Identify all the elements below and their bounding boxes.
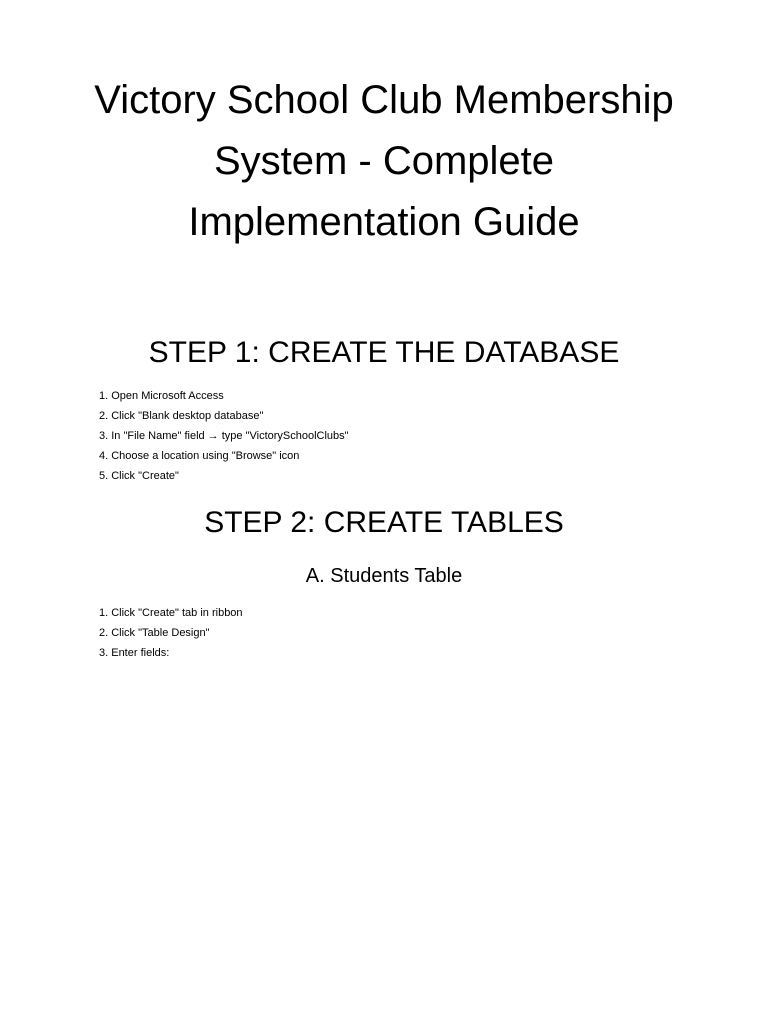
list-item: 1. Open Microsoft Access: [99, 390, 224, 402]
list-item: 5. Click "Create": [99, 470, 179, 482]
list-item: 2. Click "Table Design": [99, 627, 210, 639]
step2-instruction-list: [99, 603, 243, 663]
step1-instruction-list: [99, 386, 349, 486]
list-item: 3. In "File Name" field → type "VictorySchoolClubs": [99, 430, 349, 442]
document-title: Victory School Club Membership System - Complete Implementation Guide: [94, 78, 674, 244]
list-item: 1. Click "Create" tab in ribbon: [99, 607, 243, 619]
step2-heading: STEP 2: CREATE TABLES: [204, 506, 564, 539]
list-item: 2. Click "Blank desktop database": [99, 410, 264, 422]
list-item: 3. Enter fields:: [99, 647, 170, 659]
list-item: 4. Choose a location using "Browse" icon: [99, 450, 300, 462]
step1-heading: STEP 1: CREATE THE DATABASE: [148, 336, 620, 369]
students-table-subheading: A. Students Table: [305, 565, 463, 587]
